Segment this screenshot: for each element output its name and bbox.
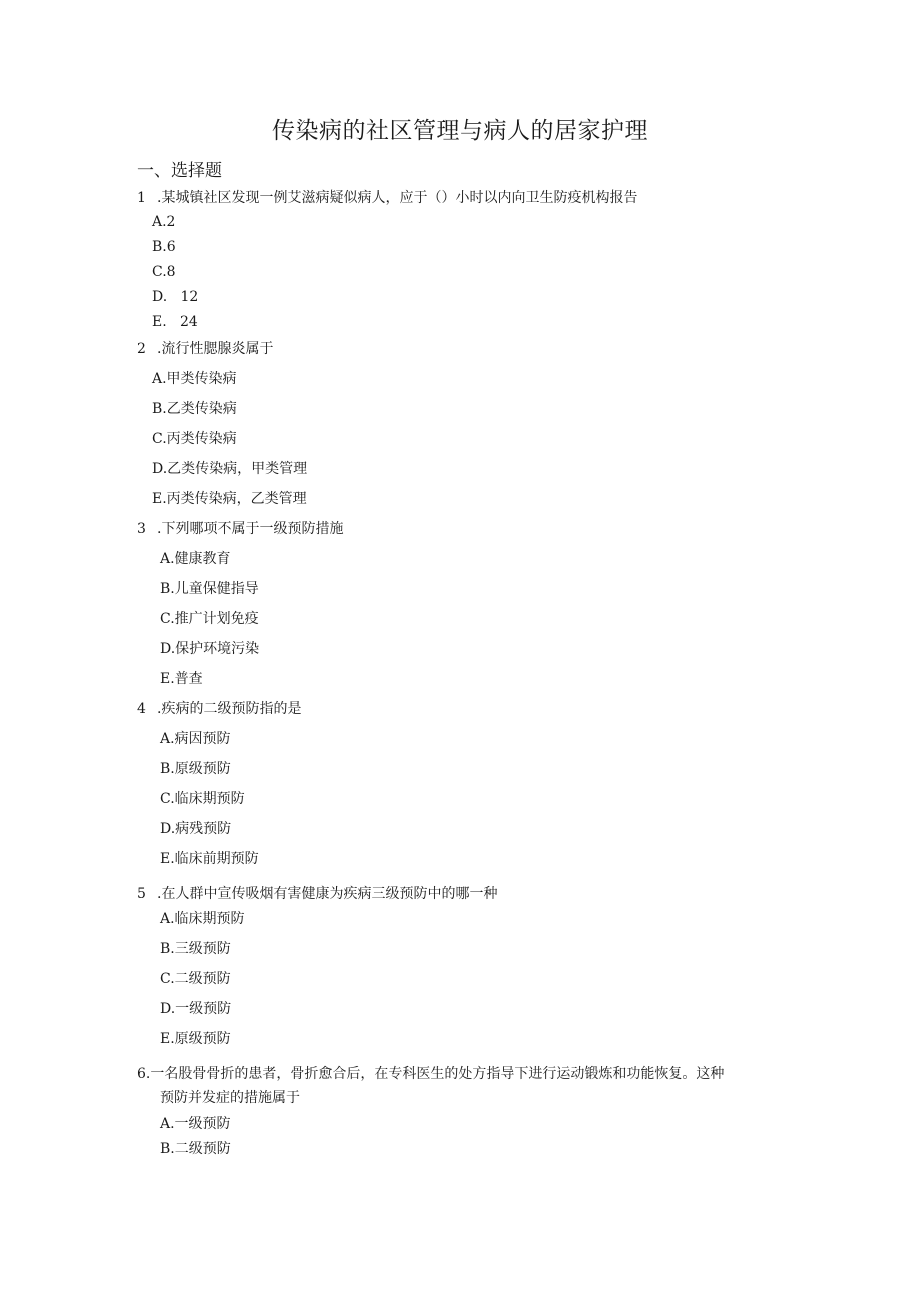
question-number: 2 [137, 341, 146, 357]
question-text: .流行性腮腺炎属于 [157, 341, 274, 357]
question-number: 4 [137, 701, 146, 717]
question-3 [137, 519, 343, 539]
question-text: .疾病的二级预防指的是 [157, 701, 302, 717]
option-2b: B.乙类传染病 [152, 401, 237, 417]
question-text: .下列哪项不属于一级预防措施 [157, 521, 344, 537]
option-6a: A.一级预防 [160, 1116, 231, 1132]
option-2c: C.丙类传染病 [152, 431, 237, 447]
option-3e: E.普查 [160, 671, 203, 687]
question-4 [137, 699, 301, 719]
option-1b: B.6 [152, 239, 176, 255]
question-number: 3 [137, 521, 146, 537]
option-2d: D.乙类传染病，甲类管理 [152, 461, 308, 477]
option-5e: E.原级预防 [160, 1031, 231, 1047]
option-4a: A.病因预防 [160, 731, 231, 747]
question-2 [137, 339, 273, 359]
option-2e: E.丙类传染病，乙类管理 [152, 491, 307, 507]
option-4b: B.原级预防 [160, 761, 231, 777]
option-2a: A.甲类传染病 [152, 371, 237, 387]
question-1 [137, 188, 637, 208]
document-title: 传染病的社区管理与病人的居家护理 [272, 118, 648, 144]
question-text: .在人群中宣传吸烟有害健康为疾病三级预防中的哪一种 [157, 886, 498, 902]
question-text: .某城镇社区发现一例艾滋病疑似病人，应于（）小时以内向卫生防疫机构报告 [157, 190, 638, 206]
option-3b: B.儿童保健指导 [160, 581, 259, 597]
question-number: 1 [137, 190, 146, 206]
option-1e: E. 24 [152, 314, 198, 330]
option-3c: C.推广计划免疫 [160, 611, 259, 627]
option-3d: D.保护环境污染 [160, 641, 260, 657]
section-heading: 一、选择题 [137, 161, 222, 181]
option-5d: D.一级预防 [160, 1001, 232, 1017]
option-3a: A.健康教育 [160, 551, 231, 567]
option-4e: E.临床前期预防 [160, 851, 259, 867]
option-1d: D. 12 [152, 289, 199, 305]
option-5c: C.二级预防 [160, 971, 231, 987]
option-1c: C.8 [152, 264, 176, 280]
option-5a: A.临床期预防 [160, 911, 245, 927]
option-1a: A.2 [152, 214, 176, 230]
option-6b: B.二级预防 [160, 1141, 231, 1157]
question-number: 5 [137, 886, 146, 902]
question-5 [137, 884, 497, 904]
question-6-continuation: 预防并发症的措施属于 [160, 1090, 300, 1106]
option-4c: C.临床期预防 [160, 791, 245, 807]
question-6: 6.一名股骨骨折的患者，骨折愈合后，在专科医生的处方指导下进行运动锻炼和功能恢复。这种 [137, 1066, 725, 1082]
option-5b: B.三级预防 [160, 941, 231, 957]
option-4d: D.病残预防 [160, 821, 232, 837]
